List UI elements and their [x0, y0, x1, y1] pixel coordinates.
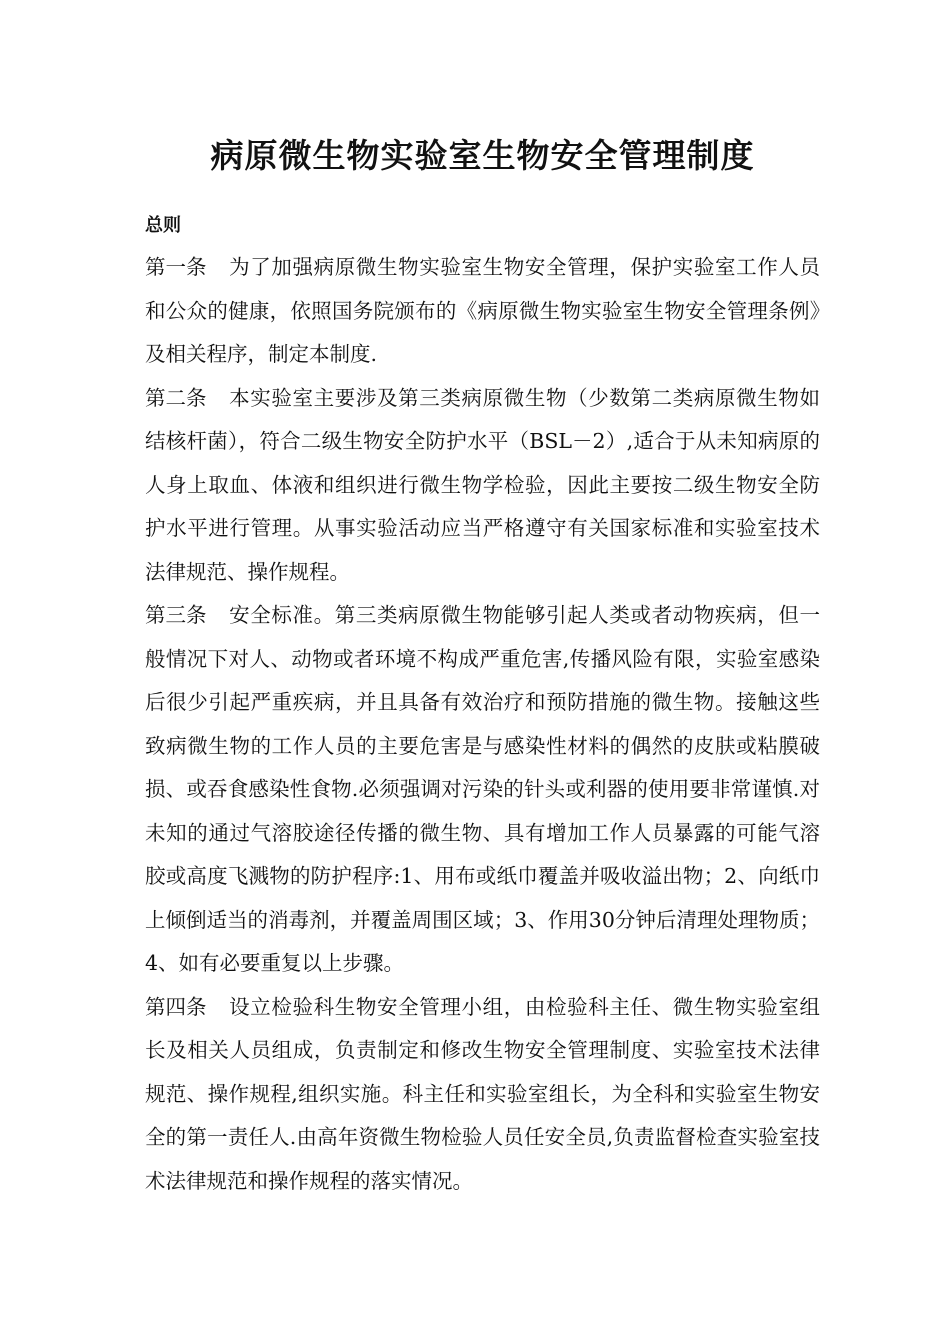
article-2 [145, 377, 820, 595]
article-text: 为了加强病原微生物实验室生物安全管理，保护实验室工作人员和公众的健康，依照国务院颁布的《病原微生物实验室生物安全管理条例》及相关程序，制定本制度. [145, 255, 820, 366]
document-page [145, 134, 820, 1203]
article-3 [145, 594, 820, 986]
section-heading: 总则 [145, 215, 181, 236]
article-number: 第三条 [145, 603, 207, 627]
document-title: 病原微生物实验室生物安全管理制度 [210, 136, 755, 175]
article-text: 设立检验科生物安全管理小组，由检验科主任、微生物实验室组长及相关人员组成，负责制定和修改生物安全管理制度、实验室技术法律规范、操作规程,组织实施。科主任和实验室组长，为全科和实验室生物安全的第一责任人.由高年资微生物检验人员任安全员,负责监督检查实验室技术法律规范和操作规程的落实情况。 [145, 994, 820, 1193]
article-4 [145, 986, 820, 1204]
article-number: 第二条 [145, 385, 207, 410]
article-1 [145, 246, 820, 377]
article-text: 本实验室主要涉及第三类病原微生物（少数第二类病原微生物如结核杆菌），符合二级生物安全防护水平（BSL－2）,适合于从未知病原的人身上取血、体液和组织进行微生物学检验，因此主要按二级生物安全防护水平进行管理。从事实验活动应当严格遵守有关国家标准和实验室技术法律规范、操作规程。 [145, 385, 820, 584]
article-text: 安全标准。第三类病原微生物能够引起人类或者动物疾病，但一般情况下对人、动物或者环境不构成严重危害,传播风险有限，实验室感染后很少引起严重疾病，并且具备有效治疗和预防措施的微生物。接触这些致病微生物的工作人员的主要危害是与感染性材料的偶然的皮肤或粘膜破损、或吞食感染性食物.必须强调对污染的针头或利器的使用要非常谨慎.对未知的通过气溶胶途径传播的微生物、具有增加工作人员暴露的可能气溶胶或高度飞溅物的防护程序:1、用布或纸巾覆盖并吸收溢出物；2、向纸巾上倾倒适当的消毒剂，并覆盖周围区域；3、作用30分钟后清理处理物质；4、如有必要重复以上步骤。 [145, 603, 820, 975]
article-number: 第一条 [145, 255, 207, 279]
article-number: 第四条 [145, 994, 207, 1019]
